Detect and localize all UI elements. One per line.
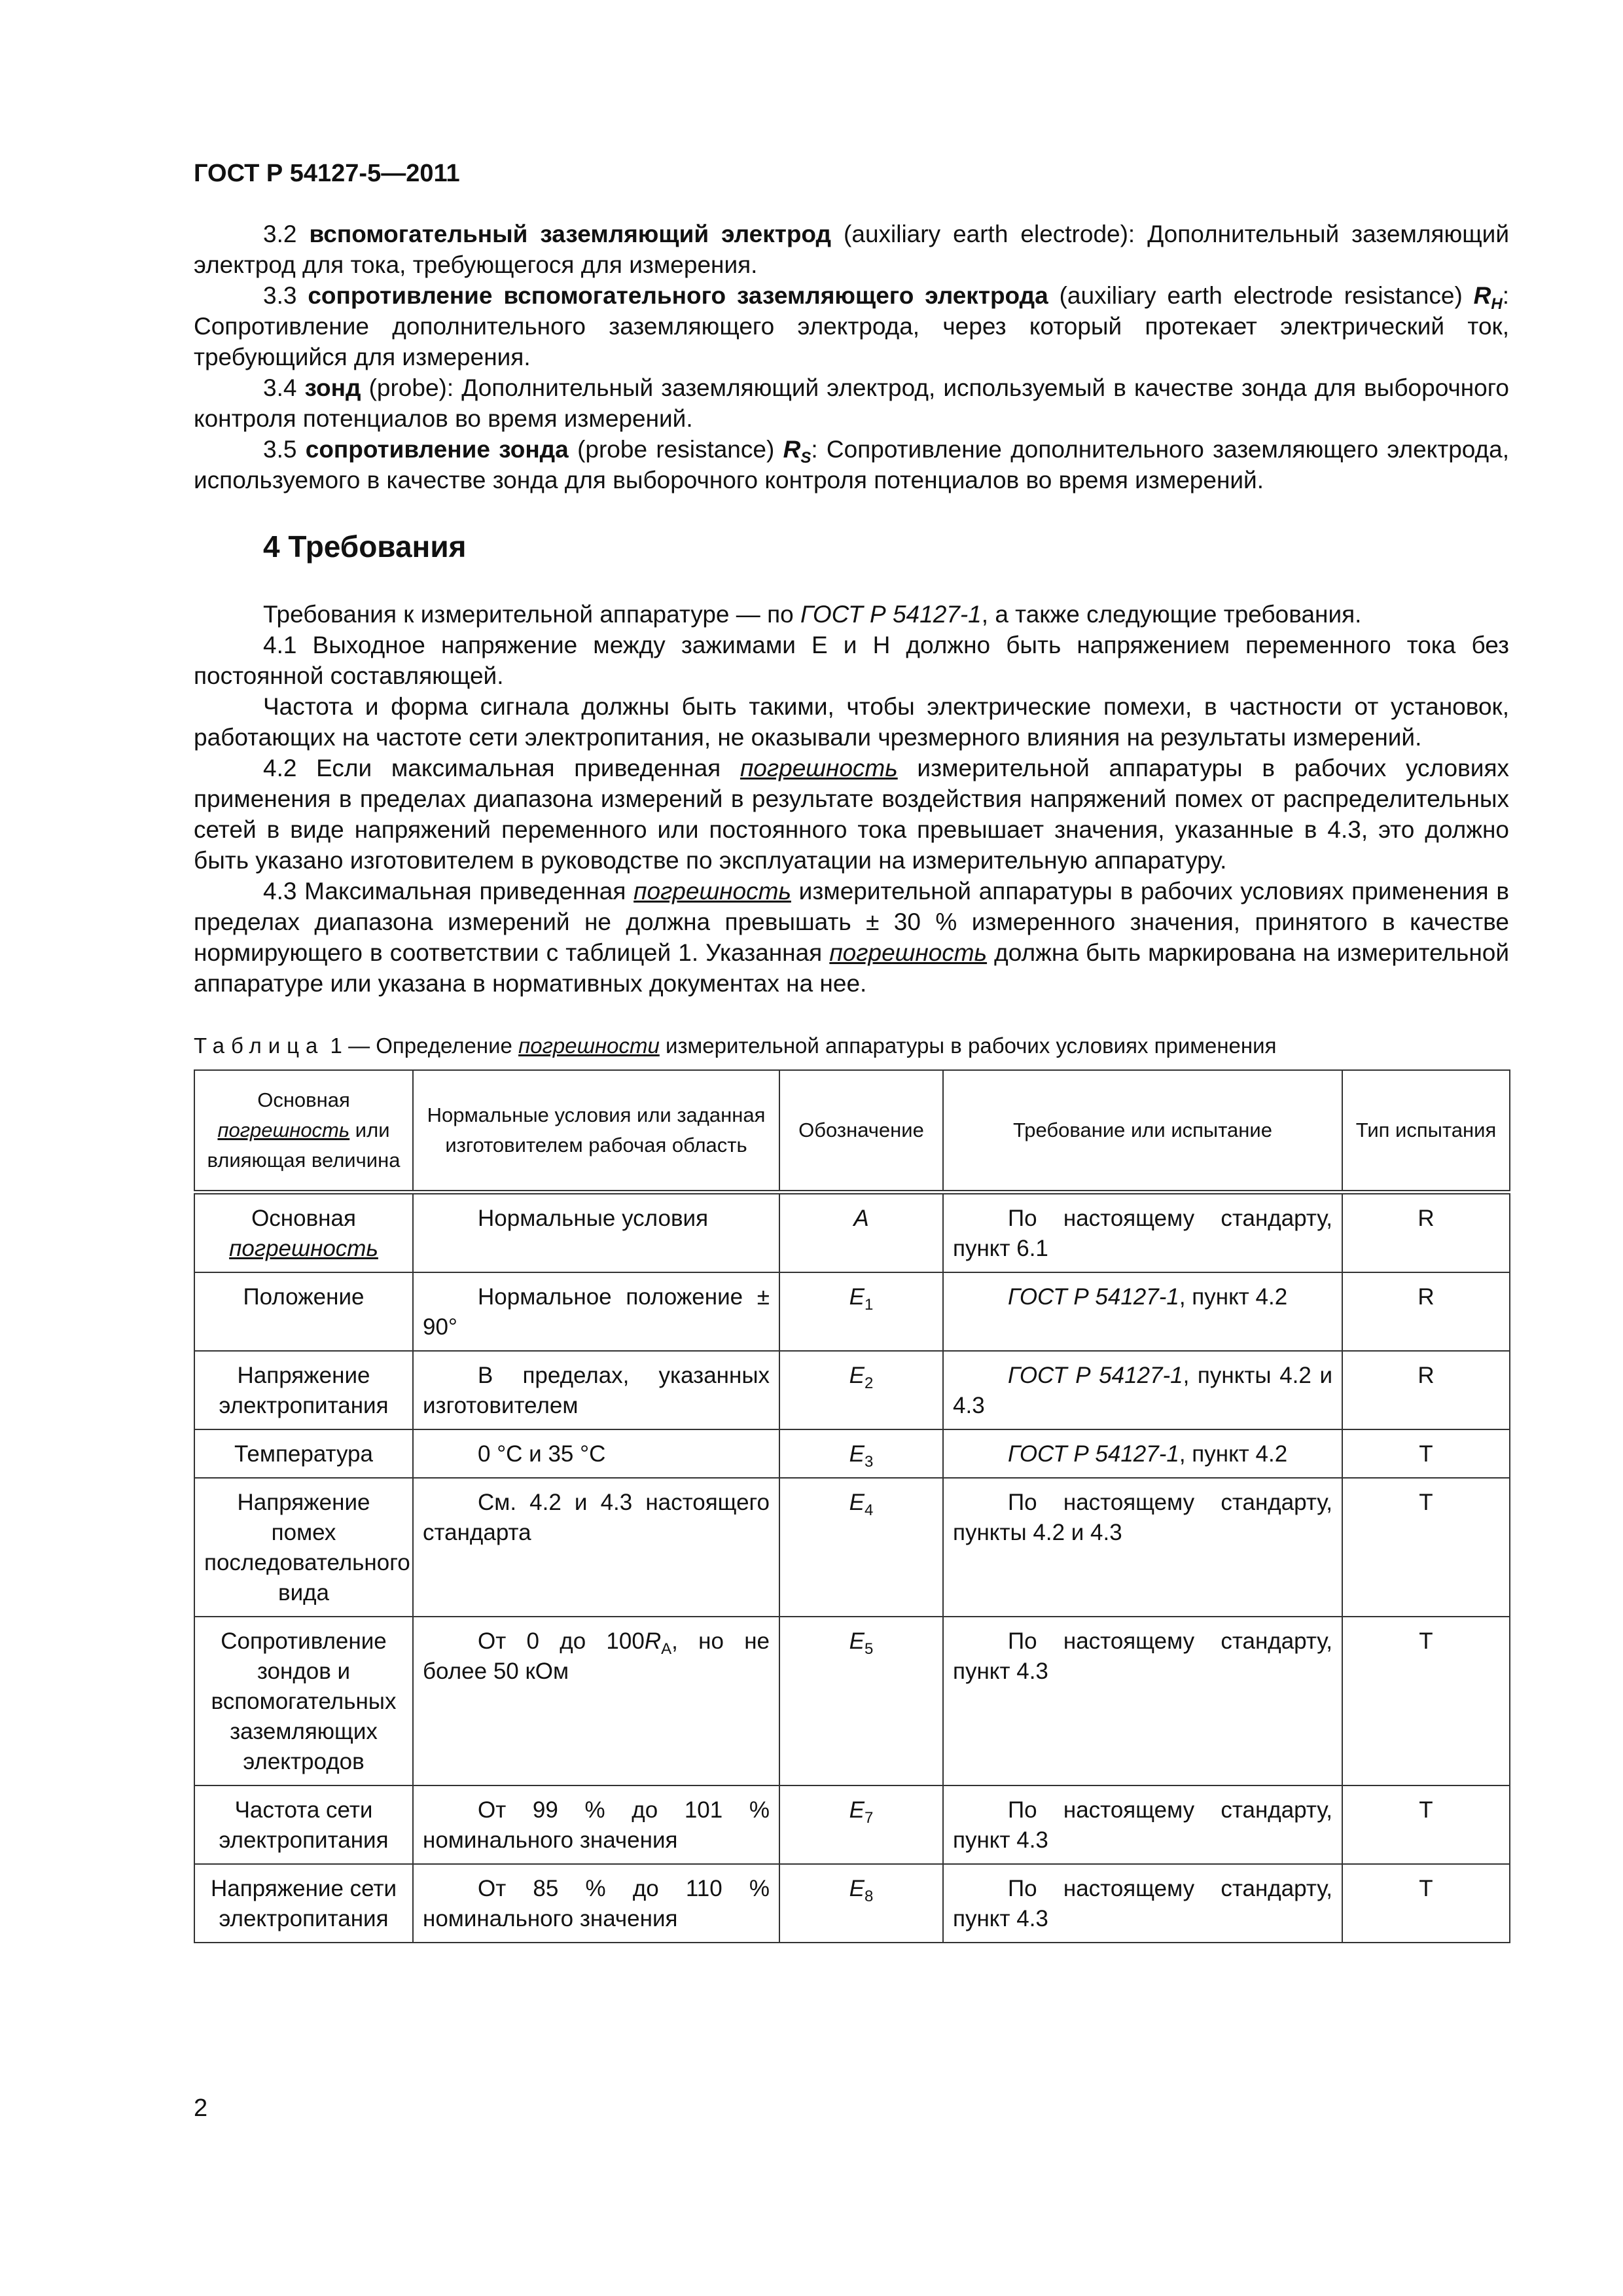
cell-conditions: Нормальные условия	[413, 1193, 779, 1273]
clause-4-1: 4.1 Выходное напряжение между зажимами Е и Н должно быть напряжением переменного тока без постоянной составляющей.	[194, 632, 1509, 689]
cell-designation: $E_5$	[779, 1617, 943, 1785]
table-header-row	[194, 1070, 1510, 1193]
underlined-term: погрешности	[518, 1033, 660, 1058]
table-row	[194, 1272, 1510, 1351]
clause-4-1-continued: Частота и форма сигнала должны быть такими, чтобы электрические помехи, в частности от установок, работающих на частоте сети электропитания, не оказывали чрезмерного влияния на результаты измерений.	[194, 693, 1509, 751]
cell-requirement: ГОСТ Р 54127-1, пункт 4.2	[943, 1272, 1342, 1351]
clause-4-2: 4.2 Если максимальная приведенная погрешность измерительной аппаратуры в рабочих условиях применения в пределах диапазона измерений в результате воздействия напряжений помех от распределительных сетей в виде напряжений переменного или постоянного тока превышает значения, указанные в 4.3, это должно быть указано изготовителем в руководстве по эксплуатации на измерительную аппаратуру.	[194, 755, 1509, 874]
cell-test-type: T	[1342, 1785, 1510, 1864]
cell-requirement: По настоящему стандарту, пункт 4.3	[943, 1785, 1342, 1864]
clause-3-4	[194, 372, 1509, 434]
header-requirement: Требование или испытание	[943, 1070, 1342, 1193]
cell-quantity: Напряжение помех последовательного вида	[194, 1478, 413, 1617]
symbol: $R_H$	[1473, 282, 1503, 313]
table-row	[194, 1785, 1510, 1864]
table-row	[194, 1429, 1510, 1478]
cell-requirement: ГОСТ Р 54127-1, пункты 4.2 и 4.3	[943, 1351, 1342, 1429]
cell-test-type: T	[1342, 1617, 1510, 1785]
header-designation: Обозначение	[779, 1070, 943, 1193]
clause-number: 3.5	[263, 436, 297, 463]
table-row	[194, 1193, 1510, 1273]
cell-quantity: Основная погрешность	[194, 1193, 413, 1273]
cell-conditions: 0 °С и 35 °С	[413, 1429, 779, 1478]
clause-4-3: 4.3 Максимальная приведенная погрешность измерительной аппаратуры в рабочих условиях применения в пределах диапазона измерений не должна превышать ± 30 % измеренного значения, принятого в качестве нормирующего в соответствии с таблицей 1. Указанная погрешность должна быть маркирована на измерительной аппаратуре или указана в нормативных документах на нее.	[194, 878, 1510, 997]
clause-text: (auxiliary earth electrode): Дополнительный заземляющий электрод для тока, требующегося для измерения.	[194, 221, 1510, 278]
document-page	[194, 157, 1509, 1943]
cell-designation: A	[779, 1193, 943, 1273]
symbol: $R_S$	[783, 436, 812, 467]
cell-conditions: От 85 % до 110 % номинального значения	[413, 1864, 779, 1943]
clause-3-3	[194, 280, 1509, 372]
table-caption-prefix: Таблица	[194, 1033, 325, 1058]
cell-conditions: См. 4.2 и 4.3 настоящего стандарта	[413, 1478, 779, 1617]
document-header: ГОСТ Р 54127-5—2011	[194, 160, 460, 187]
standard-reference: ГОСТ Р 54127-1	[800, 601, 982, 628]
cell-designation: $E_4$	[779, 1478, 943, 1617]
term: зонд	[304, 374, 361, 401]
cell-test-type: T	[1342, 1478, 1510, 1617]
cell-quantity: Сопротивление зондов и вспомогательных заземляющих электродов	[194, 1617, 413, 1785]
cell-quantity: Частота сети электропитания	[194, 1785, 413, 1864]
cell-requirement: По настоящему стандарту, пункт 6.1	[943, 1193, 1342, 1273]
cell-conditions: От 99 % до 101 % номинального значения	[413, 1785, 779, 1864]
clause-3-2	[194, 219, 1509, 280]
term: сопротивление зонда	[305, 436, 569, 463]
table-row	[194, 1478, 1510, 1617]
cell-requirement: ГОСТ Р 54127-1, пункт 4.2	[943, 1429, 1342, 1478]
section-intro: Требования к измерительной аппаратуре — по ГОСТ Р 54127-1, а также следующие требования.	[263, 601, 1362, 628]
header-quantity: Основная погрешность или влияющая величина	[194, 1070, 413, 1193]
clause-number: 3.2	[263, 221, 297, 247]
clause-text-after: : Сопротивление дополнительного заземляющего электрода, используемого в качестве зонда для выборочного контроля потенциалов во время измерений.	[194, 436, 1509, 493]
cell-conditions: В пределах, указанных изготовителем	[413, 1351, 779, 1429]
section-title: 4 Требования	[263, 529, 467, 564]
table-row	[194, 1864, 1510, 1943]
cell-designation: $E_1$	[779, 1272, 943, 1351]
cell-designation: $E_7$	[779, 1785, 943, 1864]
cell-quantity: Напряжение электропитания	[194, 1351, 413, 1429]
clause-text: (probe resistance)	[577, 436, 775, 463]
page-number: 2	[194, 2094, 208, 2122]
clause-text-after: : Сопротивление дополнительного заземляющего электрода, через который протекает электрический ток, требующийся для измерения.	[194, 282, 1509, 370]
underlined-term: погрешность	[829, 939, 988, 966]
clause-number: 3.4	[263, 374, 297, 401]
cell-test-type: R	[1342, 1193, 1510, 1273]
accuracy-table	[194, 1069, 1510, 1943]
underlined-term: погрешность	[633, 878, 791, 905]
table-row	[194, 1351, 1510, 1429]
cell-requirement: По настоящему стандарту, пункт 4.3	[943, 1864, 1342, 1943]
clause-text: (auxiliary earth electrode resistance)	[1059, 282, 1463, 309]
cell-designation: $E_8$	[779, 1864, 943, 1943]
clause-text: (probe): Дополнительный заземляющий электрод, используемый в качестве зонда для выборочного контроля потенциалов во время измерений.	[194, 374, 1510, 432]
cell-quantity: Положение	[194, 1272, 413, 1351]
clause-number: 3.3	[263, 282, 297, 309]
cell-test-type: T	[1342, 1429, 1510, 1478]
cell-designation: $E_2$	[779, 1351, 943, 1429]
cell-test-type: R	[1342, 1272, 1510, 1351]
cell-quantity: Температура	[194, 1429, 413, 1478]
table-row	[194, 1617, 1510, 1785]
term: сопротивление вспомогательного заземляющего электрода	[308, 282, 1048, 309]
cell-quantity: Напряжение сети электропитания	[194, 1864, 413, 1943]
term: вспомогательный заземляющий электрод	[309, 221, 832, 247]
cell-designation: $E_3$	[779, 1429, 943, 1478]
header-test-type: Тип испытания	[1342, 1070, 1510, 1193]
clause-3-5	[194, 434, 1509, 495]
underlined-term: погрешность	[740, 755, 898, 781]
cell-test-type: T	[1342, 1864, 1510, 1943]
cell-requirement: По настоящему стандарту, пункты 4.2 и 4.3	[943, 1478, 1342, 1617]
cell-requirement: По настоящему стандарту, пункт 4.3	[943, 1617, 1342, 1785]
header-conditions: Нормальные условия или заданная изготовителем рабочая область	[413, 1070, 779, 1193]
cell-test-type: R	[1342, 1351, 1510, 1429]
cell-conditions: Нормальное положение ± 90°	[413, 1272, 779, 1351]
table-caption: Таблица 1 — Определение погрешности измерительной аппаратуры в рабочих условиях применения	[194, 1033, 1277, 1058]
cell-conditions: От 0 до $100R_A$, но не более 50 кОм	[413, 1617, 779, 1785]
